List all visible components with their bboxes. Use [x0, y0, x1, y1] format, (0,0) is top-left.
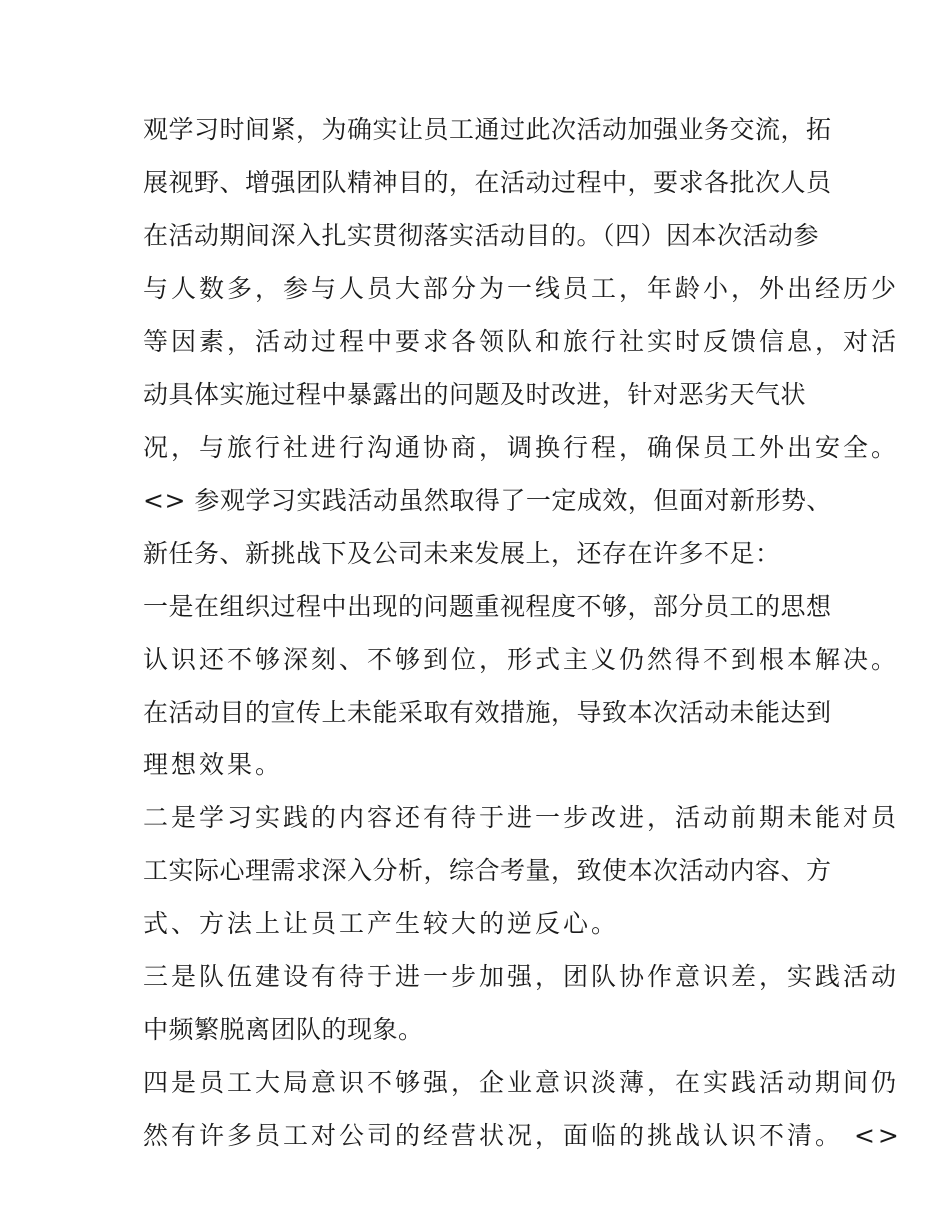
text-line-8: <> 参观学习实践活动虽然取得了一定成效，但面对新形势、: [143, 486, 832, 515]
text-line-10: 一是在组织过程中出现的问题重视程度不够，部分员工的思想: [143, 592, 832, 621]
text-line-19: 四是员工大局意识不够强，企业意识淡薄，在实践活动期间仍: [143, 1068, 900, 1097]
text-line-11: 认识还不够深刻、不够到位，形式主义仍然得不到根本解决。: [143, 645, 900, 674]
text-line-3: 在活动期间深入扎实贯彻落实活动目的。（四）因本次活动参: [143, 221, 820, 250]
text-line-4: 与人数多，参与人员大部分为一线员工，年龄小，外出经历少: [143, 274, 900, 303]
text-line-15: 工实际心理需求深入分析，综合考量，致使本次活动内容、方: [143, 856, 832, 885]
text-line-5: 等因素，活动过程中要求各领队和旅行社实时反馈信息，对活: [143, 327, 900, 356]
text-line-1: 观学习时间紧，为确实让员工通过此次活动加强业务交流，拓: [143, 115, 832, 144]
text-line-20: 然有许多员工对公司的经营状况，面临的挑战认识不清。 <>: [143, 1121, 902, 1150]
text-line-17: 三是队伍建设有待于进一步加强，团队协作意识差，实践活动: [143, 962, 900, 991]
text-line-6: 动具体实施过程中暴露出的问题及时改进，针对恶劣天气状: [143, 380, 807, 409]
text-line-18: 中频繁脱离团队的现象。: [143, 1015, 424, 1044]
text-line-7: 况，与旅行社进行沟通协商，调换行程，确保员工外出安全。: [143, 433, 900, 462]
text-line-9: 新任务、新挑战下及公司未来发展上，还存在许多不足：: [143, 539, 781, 568]
text-line-13: 理想效果。: [143, 750, 284, 779]
text-line-2: 展视野、增强团队精神目的，在活动过程中，要求各批次人员: [143, 168, 832, 197]
text-line-14: 二是学习实践的内容还有待于进一步改进，活动前期未能对员: [143, 803, 900, 832]
text-line-12: 在活动目的宣传上未能采取有效措施，导致本次活动未能达到: [143, 698, 832, 727]
text-line-16: 式、方法上让员工产生较大的逆反心。: [143, 909, 620, 938]
